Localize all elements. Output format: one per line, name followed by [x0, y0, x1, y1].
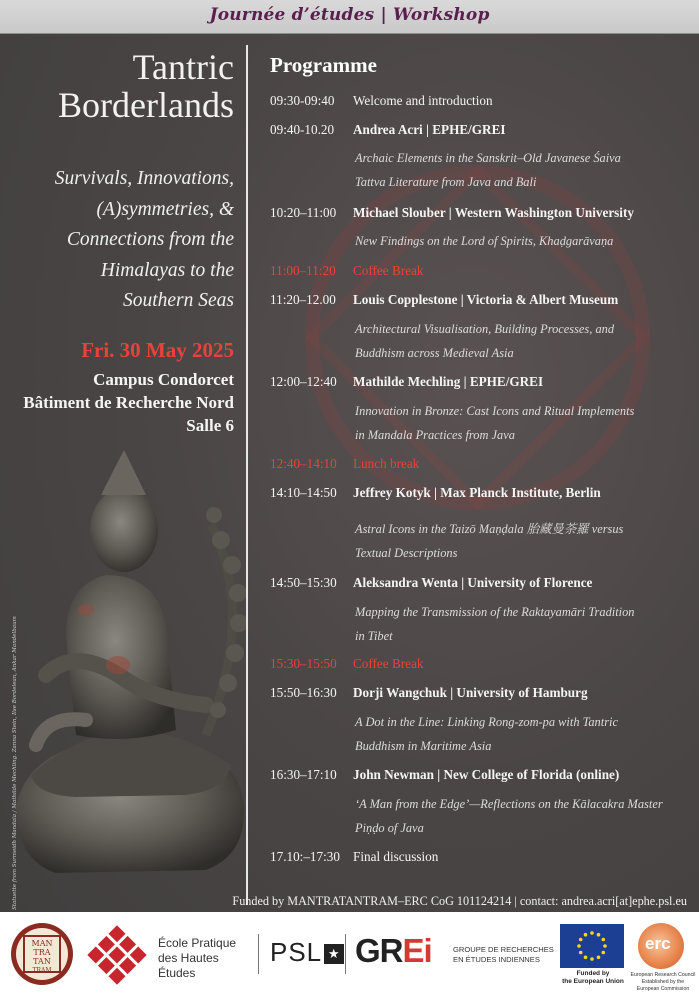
star-icon: ★	[324, 944, 344, 964]
programme-slot-break	[270, 456, 419, 472]
subtitle-line: Himalayas to the	[100, 259, 234, 281]
programme-slot-break	[270, 656, 423, 672]
paper-title	[355, 792, 690, 840]
paper-title-line: ‘A Man from the Edge’—Reflections on the Kālacakra Master	[355, 797, 663, 811]
title-line-2: Borderlands	[58, 85, 234, 125]
event-subtitle	[4, 164, 234, 317]
slot-speaker: Andrea Acri | EPHE/GREI	[353, 122, 506, 137]
programme-slot	[270, 685, 588, 701]
slot-time: 17.10:–17:30	[270, 849, 340, 864]
slot-speaker: Aleksandra Wenta | University of Florence	[353, 575, 593, 590]
title-line-1: Tantric	[132, 47, 234, 87]
venue-line: Campus Condorcet	[93, 370, 234, 389]
subtitle-line: Connections from the	[66, 229, 234, 250]
subtitle-line: (A)symmetries, &	[96, 198, 234, 220]
paper-title	[355, 146, 690, 194]
slot-time: 12:00–12:40	[270, 374, 337, 389]
mantra-letters: TRAM	[32, 967, 52, 974]
slot-title: Welcome and introduction	[353, 93, 493, 108]
programme-slot	[270, 122, 506, 138]
grei-name-line: EN ÉTUDES INDIENNES	[453, 955, 540, 964]
programme-slot	[270, 374, 543, 390]
slot-speaker: Louis Copplestone | Victoria & Albert Museum	[353, 292, 619, 307]
programme-slot	[270, 849, 438, 865]
mantra-letters: TRA	[33, 948, 51, 957]
slot-time: 16:30–17:10	[270, 767, 337, 782]
paper-title-line: Piṇḍo of Java	[355, 821, 424, 835]
grei-logo-part: GR	[355, 932, 403, 969]
paper-title-line: Architectural Visualisation, Building Processes, and	[355, 322, 615, 336]
event-title	[58, 48, 234, 124]
programme-slot	[270, 205, 634, 221]
ephe-name-line: École Pratique	[158, 936, 237, 950]
paper-title	[355, 710, 690, 758]
programme-heading: Programme	[270, 53, 377, 77]
slot-speaker: John Newman | New College of Florida (online)	[353, 767, 620, 782]
paper-title-line: Mapping the Transmission of the Raktayamāri Tradition	[355, 605, 635, 619]
psl-logo	[270, 937, 344, 968]
erc-logo	[638, 923, 684, 969]
event-date: Fri. 30 May 2025	[81, 338, 234, 362]
paper-title-line: A Dot in the Line: Linking Rong-zom-pa with Tantric	[355, 715, 618, 729]
top-banner	[0, 0, 699, 34]
column-divider	[246, 45, 248, 905]
paper-title-line: Innovation in Bronze: Cast Icons and Ritual Implements	[355, 404, 635, 418]
erc-name-line: European Research Council	[630, 972, 696, 978]
eu-label-line: Funded by	[576, 970, 610, 977]
paper-title-line: in Mandala Practices from Java	[355, 428, 515, 442]
eu-flag-logo	[560, 924, 624, 968]
ephe-logo	[84, 922, 150, 988]
slot-time: 10:20–11:00	[270, 205, 337, 220]
venue-line: Salle 6	[186, 416, 234, 435]
event-venue	[23, 368, 234, 437]
paper-title-line: Textual Descriptions	[355, 546, 458, 560]
grei-logo	[355, 932, 432, 970]
mantra-letters: MAN	[31, 939, 53, 948]
paper-title-line: New Findings on the Lord of Spirits, Khaḍgarāvaṇa	[355, 234, 614, 248]
logo-separator	[345, 934, 346, 974]
eu-label-line: the European Union	[562, 978, 624, 985]
grei-name-line: GROUPE DE RECHERCHES	[453, 945, 554, 954]
mantra-letters: TAN	[33, 957, 51, 966]
paper-title	[355, 399, 690, 447]
programme-slot-break	[270, 263, 423, 279]
grei-name	[453, 945, 563, 965]
funding-line	[0, 894, 699, 909]
paper-title	[355, 317, 690, 365]
slot-speaker: Jeffrey Kotyk | Max Planck Institute, Berlin	[353, 485, 601, 500]
logo-separator	[258, 934, 259, 974]
programme-slot	[270, 575, 592, 591]
ephe-name-line: des Hautes Études	[158, 951, 219, 980]
slot-time: 12:40–14:10	[270, 456, 337, 471]
programme-slot	[270, 485, 601, 501]
paper-title-line: Astral Icons in the Taizō Maṇḍala 胎藏曼荼羅 versus	[355, 522, 624, 536]
slot-title: Final discussion	[353, 849, 439, 864]
slot-title: Lunch break	[353, 456, 420, 471]
slot-time: 15:50–16:30	[270, 685, 337, 700]
psl-text: PSL	[270, 937, 323, 967]
paper-title-line: in Tibet	[355, 629, 393, 643]
paper-title-line: Buddhism across Medieval Asia	[355, 346, 514, 360]
paper-title-line: Tattva Literature from Java and Bali	[355, 175, 537, 189]
programme-slot	[270, 292, 618, 308]
erc-name-line: Established by the European Commission	[636, 979, 690, 992]
slot-title: Coffee Break	[353, 263, 424, 278]
ephe-name	[158, 936, 258, 981]
slot-time: 09:30-09:40	[270, 93, 335, 108]
slot-time: 14:50–15:30	[270, 575, 337, 590]
banner-text: Journée d’études | Workshop	[209, 5, 490, 25]
mantratantram-logo	[10, 922, 74, 986]
paper-title-line: Buddhism in Maritime Asia	[355, 739, 492, 753]
programme-slot	[270, 767, 619, 783]
slot-time: 11:00–11:20	[270, 263, 336, 278]
eu-funding-label	[556, 970, 630, 986]
paper-title-line: Archaic Elements in the Sanskrit–Old Javanese Śaiva	[355, 151, 621, 165]
bronze-statue-image	[6, 445, 251, 885]
slot-time: 09:40-10.20	[270, 122, 335, 137]
subtitle-line: Southern Seas	[122, 290, 234, 311]
erc-text: erc	[645, 934, 671, 953]
slot-time: 15:30–15:50	[270, 656, 337, 671]
photo-credit: Statuette from Surmeidh Mandala / Mathilde Mechling. Zanna Stein, Ilse Bordelean, Ankar Mandelbaum	[12, 616, 18, 910]
erc-name	[630, 972, 696, 993]
grei-logo-part: Ei	[402, 932, 432, 969]
slot-speaker: Dorji Wangchuk | University of Hamburg	[353, 685, 588, 700]
funding-text: Funded by MANTRATANTRAM–ERC CoG 101124214 | contact: andrea.acri[at]ephe.psl.eu	[232, 894, 687, 908]
paper-title	[355, 229, 690, 253]
paper-title	[355, 600, 690, 648]
logo-footer	[0, 912, 699, 1000]
slot-time: 14:10–14:50	[270, 485, 337, 500]
programme-slot	[270, 93, 493, 109]
slot-title: Coffee Break	[353, 656, 424, 671]
slot-speaker: Mathilde Mechling | EPHE/GREI	[353, 374, 544, 389]
paper-title	[355, 517, 690, 565]
slot-time: 11:20–12.00	[270, 292, 336, 307]
slot-speaker: Michael Slouber | Western Washington University	[353, 205, 634, 220]
venue-line: Bâtiment de Recherche Nord	[23, 393, 234, 412]
subtitle-line: Survivals, Innovations,	[54, 168, 234, 189]
